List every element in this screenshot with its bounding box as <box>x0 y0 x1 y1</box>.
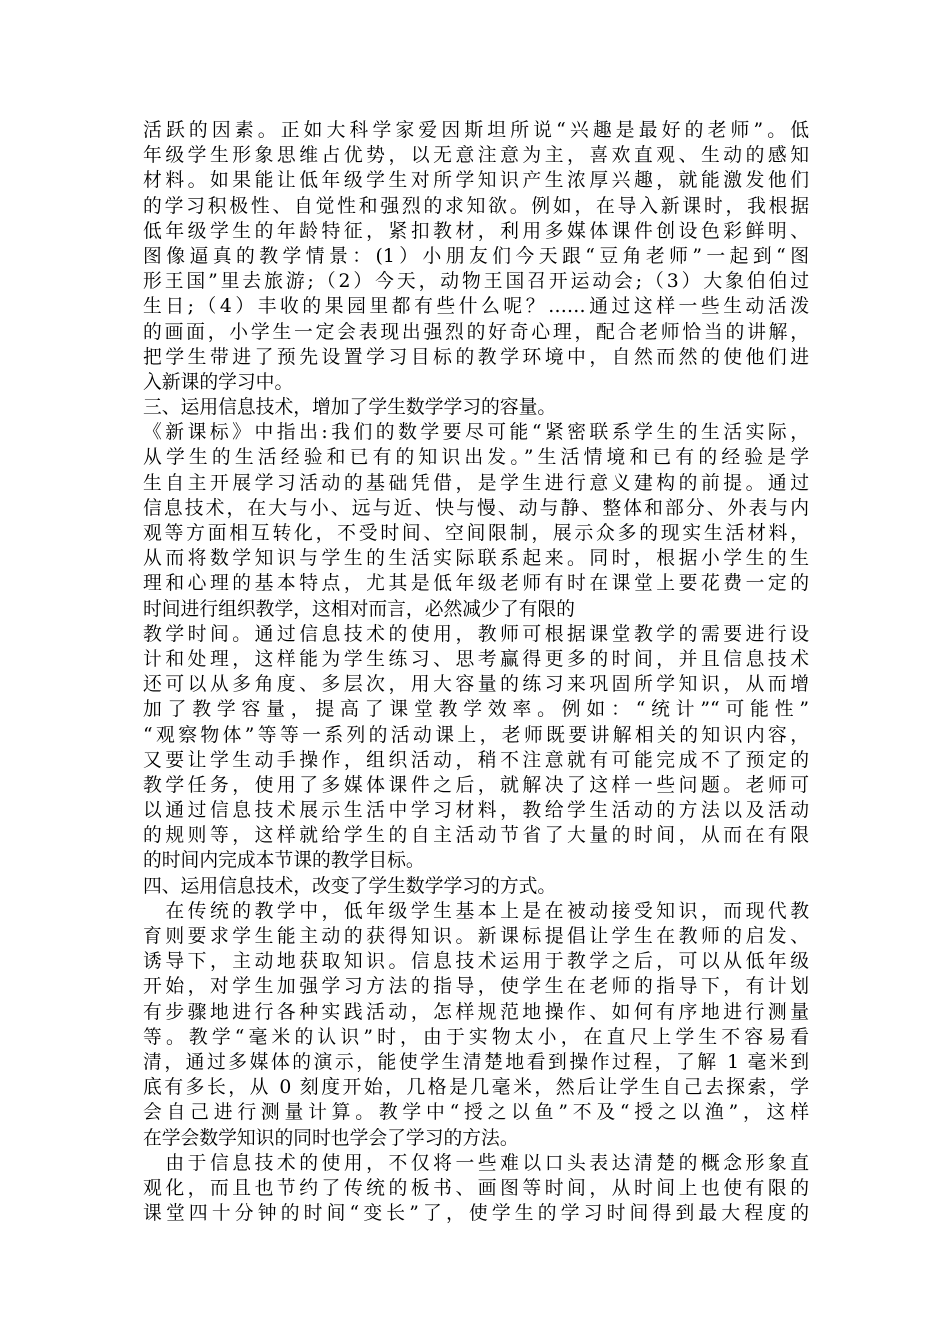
text-line: 计和处理，这样能为学生练习、思考赢得更多的时间，并且信息技术 <box>143 648 809 670</box>
text-line: 诱导下，主动地获取知识。信息技术运用于教学之后，可以从低年级 <box>143 951 809 973</box>
text-line: 教学时间。通过信息技术的使用，教师可根据课堂教学的需要进行设 <box>143 623 809 645</box>
text-line: 《新课标》中指出:我们的数学要尽可能“紧密联系学生的生活实际， <box>143 422 809 444</box>
text-line: 的画面，小学生一定会表现出强烈的好奇心理，配合老师恰当的讲解， <box>143 321 809 343</box>
text-line: 底有多长，从 0 刻度开始，几格是几毫米，然后让学生自己去探索，学 <box>143 1077 809 1099</box>
text-line: “观察物体”等等一系列的活动课上，老师既要讲解相关的知识内容， <box>143 724 809 746</box>
text-line: 又要让学生动手操作，组织活动，稍不注意就有可能完成不了预定的 <box>143 749 809 771</box>
text-line: 在学会数学知识的同时也学会了学习的方法。 <box>143 1127 519 1149</box>
body-text <box>143 118 809 1226</box>
text-line: 低年级学生的年龄特征，紧扣教材，利用多媒体课件创设色彩鲜明、 <box>143 220 809 242</box>
text-line: 时间进行组织教学，这相对而言，必然减少了有限的 <box>143 598 575 620</box>
text-line: 观等方面相互转化，不受时间、空间限制，展示众多的现实生活材料， <box>143 523 809 544</box>
text-line: 信息技术，在大与小、远与近、快与慢、动与静、整体和部分、外表与内 <box>143 497 809 519</box>
text-line: 加了教学容量，提高了课堂教学效率。例如：“统计”“可能性” <box>143 699 809 721</box>
text-line: 图像逼真的教学情景：(1）小朋友们今天跟“豆角老师”一起到“图 <box>143 245 809 267</box>
text-line: 还可以从多角度、多层次，用大容量的练习来巩固所学知识，从而增 <box>143 674 809 696</box>
text-line: 教学任务，使用了多媒体课件之后，就解决了这样一些问题。老师可 <box>143 774 809 796</box>
text-line: 形王国”里去旅游;（2）今天，动物王国召开运动会;（3）大象伯伯过 <box>143 271 809 293</box>
text-line: 以通过信息技术展示生活中学习材料，教给学生活动的方法以及活动 <box>143 800 809 822</box>
text-line: 三、运用信息技术，增加了学生数学学习的容量。 <box>143 397 557 419</box>
text-line: 观化，而且也节约了传统的板书、画图等时间，从时间上也使有限的 <box>143 1177 809 1199</box>
text-line: 的学习积极性、自觉性和强烈的求知欲。例如，在导入新课时，我根据 <box>143 195 809 217</box>
text-line: 课堂四十分钟的时间“变长”了，使学生的学习时间得到最大程度的 <box>143 1203 809 1225</box>
text-line: 生日;（4）丰收的果园里都有些什么呢？……通过这样一些生动活泼 <box>143 296 809 318</box>
text-line: 清，通过多媒体的演示，能使学生清楚地看到操作过程，了解 1 毫米到 <box>143 1051 809 1073</box>
text-line: 育则要求学生能主动的获得知识。新课标提倡让学生在教师的启发、 <box>143 926 809 947</box>
text-line: 生自主开展学习活动的基础凭借，是学生进行意义建构的前提。通过 <box>143 472 809 494</box>
text-line: 从而将数学知识与学生的生活实际联系起来。同时，根据小学生的生 <box>143 548 809 570</box>
text-line: 理和心理的基本特点，尤其是低年级老师有时在课堂上要花费一定的 <box>143 573 809 595</box>
text-line: 入新课的学习中。 <box>143 371 294 393</box>
text-line: 等。教学“毫米的认识”时，由于实物太小，在直尺上学生不容易看 <box>143 1026 809 1048</box>
text-line: 会自己进行测量计算。教学中“授之以鱼”不及“授之以渔”，这样 <box>143 1102 809 1124</box>
text-line: 四、运用信息技术，改变了学生数学学习的方式。 <box>143 875 557 897</box>
text-line: 材料。如果能让低年级学生对所学知识产生浓厚兴趣，就能激发他们 <box>143 170 809 192</box>
text-line: 活跃的因素。正如大科学家爱因斯坦所说“兴趣是最好的老师”。低 <box>143 120 809 141</box>
text-line: 的时间内完成本节课的教学目标。 <box>143 850 425 872</box>
text-line: 有步骤地进行各种实践活动，怎样规范地操作、如何有序地进行测量 <box>143 1001 809 1023</box>
text-line: 由于信息技术的使用，不仅将一些难以口头表达清楚的概念形象直 <box>143 1152 809 1174</box>
text-line: 开始，对学生加强学习方法的指导，使学生在老师的指导下，有计划 <box>143 976 809 998</box>
text-line: 从学生的生活经验和已有的知识出发。”生活情境和已有的经验是学 <box>143 447 809 469</box>
text-line: 把学生带进了预先设置学习目标的教学环境中，自然而然的使他们进 <box>143 346 809 368</box>
text-line: 年级学生形象思维占优势，以无意注意为主，喜欢直观、生动的感知 <box>143 145 809 167</box>
text-line: 在传统的教学中，低年级学生基本上是在被动接受知识，而现代教 <box>143 900 809 922</box>
text-line: 的规则等，这样就给学生的自主活动节省了大量的时间，从而在有限 <box>143 825 809 847</box>
